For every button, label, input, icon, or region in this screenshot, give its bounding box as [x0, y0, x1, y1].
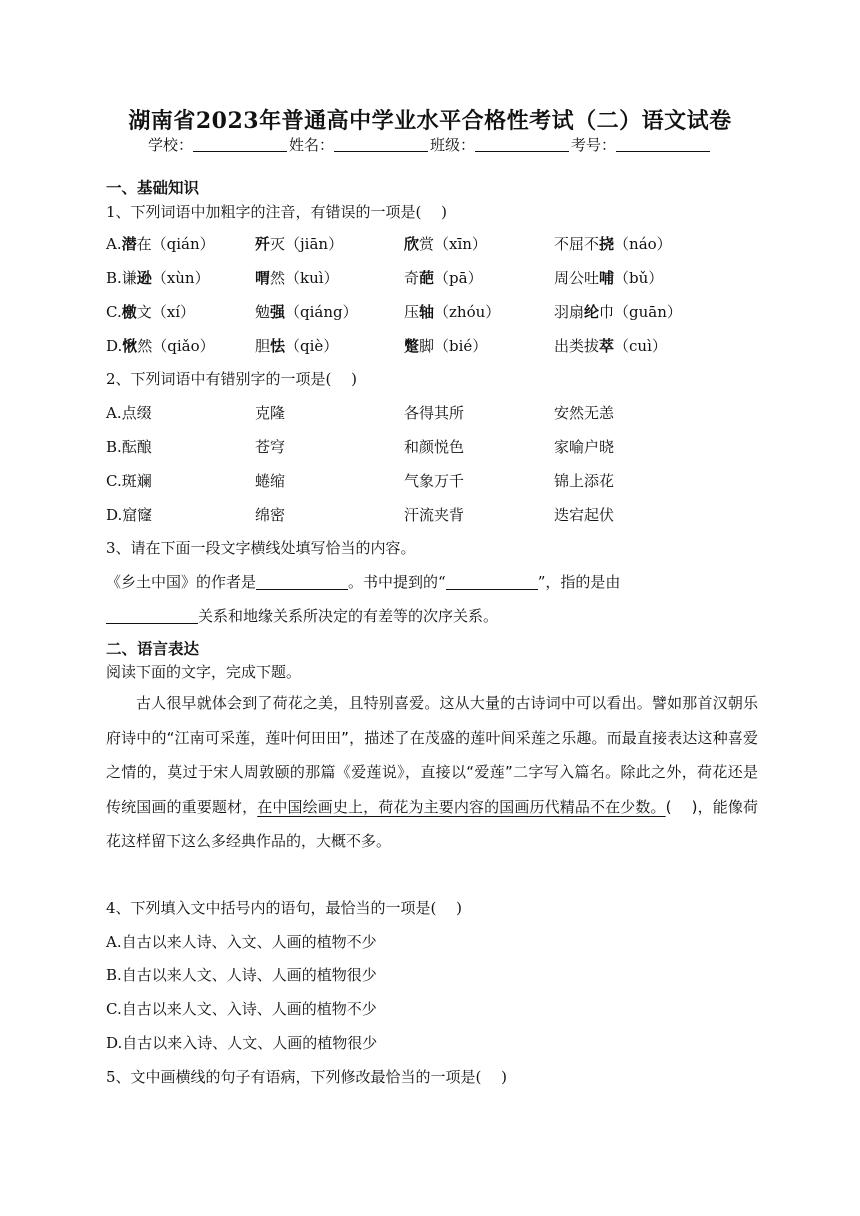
bold-character: 萃 [599, 337, 615, 355]
question-stem: 5、文中画横线的句子有语病，下列修改最恰当的一项是( ) [106, 1068, 508, 1086]
bold-character: 轴 [419, 303, 435, 321]
q2-word: 迭宕起伏 [554, 506, 615, 524]
passage-text: 古人很早就体会到了荷花之美，且特别喜爱。这从大量的古诗词中可以看出。譬如那首汉朝乐府诗中的“江南可采莲，莲叶何田田”，描述了在茂盛的莲叶间采莲之乐趣。而最直接表达这种喜爱之情的，莫过于宋人周敦颐的那篇《爱莲说》，直接以“爱莲”二字写入篇名。除此之外，荷花还是传统国画的重要题材， [106, 694, 758, 816]
q1-word[interactable] [106, 301, 195, 322]
word-part: C. [106, 303, 122, 321]
bold-character: 檄 [121, 303, 137, 321]
q2-word: 绵密 [255, 506, 286, 524]
q1-word [255, 301, 358, 322]
q1-word [404, 335, 487, 356]
word-part: A. [106, 235, 122, 253]
bold-character: 歼 [255, 235, 271, 253]
pinyin-annotation: （cuì） [614, 337, 667, 355]
bold-character: 怯 [270, 337, 286, 355]
q3-answer-blank-author[interactable] [256, 573, 348, 590]
exam-number-field [571, 134, 712, 155]
q1-word [404, 301, 500, 322]
pinyin-annotation: （qiè） [285, 337, 339, 355]
word-part: B.谦 [106, 269, 137, 287]
q1-word [554, 335, 667, 356]
question-stem: 2、下列词语中有错别字的一项是( ) [106, 370, 358, 388]
pinyin-annotation: （zhóu） [434, 303, 501, 321]
q1-word [404, 233, 487, 254]
q3-answer-blank-term[interactable] [446, 573, 538, 590]
pinyin-annotation: 赏（xīn） [419, 235, 487, 253]
word-part: 奇 [404, 269, 420, 287]
name-blank[interactable] [334, 135, 428, 152]
word-part: 胆 [255, 337, 271, 355]
q3-answer-blank-relation[interactable] [106, 607, 198, 624]
exam-number-label: 考号： [571, 136, 617, 154]
school-label: 学校： [147, 136, 193, 154]
q1-word [255, 267, 339, 288]
question-stem: 1、下列词语中加粗字的注音，有错误的一项是( ) [106, 203, 448, 221]
class-field [430, 134, 571, 155]
q3-text: 《乡土中国》的作者是 [106, 573, 257, 591]
q1-word [554, 301, 682, 322]
q1-word [255, 233, 343, 254]
q2-word: 各得其所 [404, 404, 465, 422]
passage-text: ( )，能像荷花这样留下这么多经典作品的，大概不多。 [106, 797, 758, 850]
pinyin-annotation: （náo） [614, 235, 672, 253]
pinyin-annotation: （pā） [434, 269, 483, 287]
pinyin-annotation: （qiáng） [285, 303, 358, 321]
word-part: 周公吐 [554, 269, 600, 287]
q2-word: 和颜悦色 [404, 438, 465, 456]
bold-character: 欣 [404, 235, 420, 253]
word-part: D. [106, 337, 123, 355]
bold-character: 愀 [122, 337, 138, 355]
option-d[interactable]: D.自古以来入诗、人文、人画的植物很少 [106, 1034, 378, 1052]
q3-text: 。书中提到的“ [348, 573, 446, 591]
q3-text: ”，指的是由 [537, 573, 621, 591]
school-blank[interactable] [193, 135, 287, 152]
q2-word: 家喻户晓 [554, 438, 615, 456]
word-part: 压 [404, 303, 420, 321]
q2-word[interactable]: C.斑斓 [106, 472, 152, 490]
q2-word[interactable]: B.酝酿 [106, 438, 152, 456]
pinyin-annotation: 文（xí） [136, 303, 195, 321]
q1-word[interactable] [106, 335, 215, 356]
bold-character: 强 [270, 303, 286, 321]
bold-character: 葩 [419, 269, 435, 287]
bold-character: 哺 [599, 269, 615, 287]
school-field [148, 134, 289, 155]
question-stem: 4、下列填入文中括号内的语句，最恰当的一项是( ) [106, 899, 463, 917]
q1-word [255, 335, 338, 356]
underlined-sentence: 在中国绘画史上，荷花为主要内容的国画历代精品不在少数。 [257, 797, 666, 816]
q2-word: 汗流夹背 [404, 506, 465, 524]
pinyin-annotation: 巾（guān） [599, 303, 682, 321]
q1-word[interactable] [106, 233, 215, 254]
option-b[interactable]: B.自古以来人文、人诗、人画的植物很少 [106, 966, 377, 984]
q1-word [554, 267, 663, 288]
class-label: 班级： [430, 136, 476, 154]
q1-word[interactable] [106, 267, 210, 288]
bold-character: 喟 [255, 269, 271, 287]
q2-word: 气象万千 [404, 472, 465, 490]
pinyin-annotation: 在（qián） [136, 235, 215, 253]
q2-word: 蜷缩 [255, 472, 286, 490]
student-info-line [0, 134, 860, 155]
section-title: 二、语言表达 [106, 639, 200, 658]
pinyin-annotation: （bǔ） [614, 269, 664, 287]
word-part: 勉 [255, 303, 271, 321]
section-title: 一、基础知识 [106, 178, 200, 197]
pinyin-annotation: 灭（jiān） [270, 235, 344, 253]
bold-character: 蹩 [404, 337, 420, 355]
q2-word[interactable]: D.窟窿 [106, 506, 153, 524]
pinyin-annotation: 然（kuì） [270, 269, 339, 287]
pinyin-annotation: 然（qiǎo） [137, 337, 215, 355]
name-label: 姓名： [288, 136, 334, 154]
bold-character: 纶 [584, 303, 600, 321]
q2-word: 安然无恙 [554, 404, 615, 422]
question-stem: 3、请在下面一段文字横线处填写恰当的内容。 [106, 539, 416, 557]
pinyin-annotation: （xùn） [151, 269, 210, 287]
q2-word: 克隆 [255, 404, 286, 422]
q1-word [554, 233, 672, 254]
q3-text-line-1 [106, 571, 620, 592]
q2-word: 苍穹 [255, 438, 286, 456]
bold-character: 挠 [599, 235, 615, 253]
bold-character: 逊 [136, 269, 152, 287]
option-c[interactable]: C.自古以来人文、入诗、人画的植物不少 [106, 1000, 377, 1018]
exam-number-blank[interactable] [616, 135, 710, 152]
class-blank[interactable] [475, 135, 569, 152]
reading-instruction: 阅读下面的文字，完成下题。 [106, 663, 302, 681]
q3-text-line-2 [106, 605, 498, 626]
word-part: 出类拔 [554, 337, 600, 355]
option-a[interactable]: A.自古以来人诗、入文、人画的植物不少 [106, 933, 377, 951]
q2-word[interactable]: A.点缀 [106, 404, 152, 422]
bold-character: 潜 [121, 235, 137, 253]
reading-passage [106, 686, 758, 859]
name-field [289, 134, 430, 155]
q3-text: 关系和地缘关系所决定的有差等的次序关系。 [198, 607, 499, 625]
q1-word [404, 267, 483, 288]
word-part: 不屈不 [554, 235, 600, 253]
q2-word: 锦上添花 [554, 472, 615, 490]
exam-title: 湖南省2023年普通高中学业水平合格性考试（二）语文试卷 [128, 108, 732, 134]
word-part: 羽扇 [554, 303, 585, 321]
pinyin-annotation: 脚（bié） [419, 337, 488, 355]
